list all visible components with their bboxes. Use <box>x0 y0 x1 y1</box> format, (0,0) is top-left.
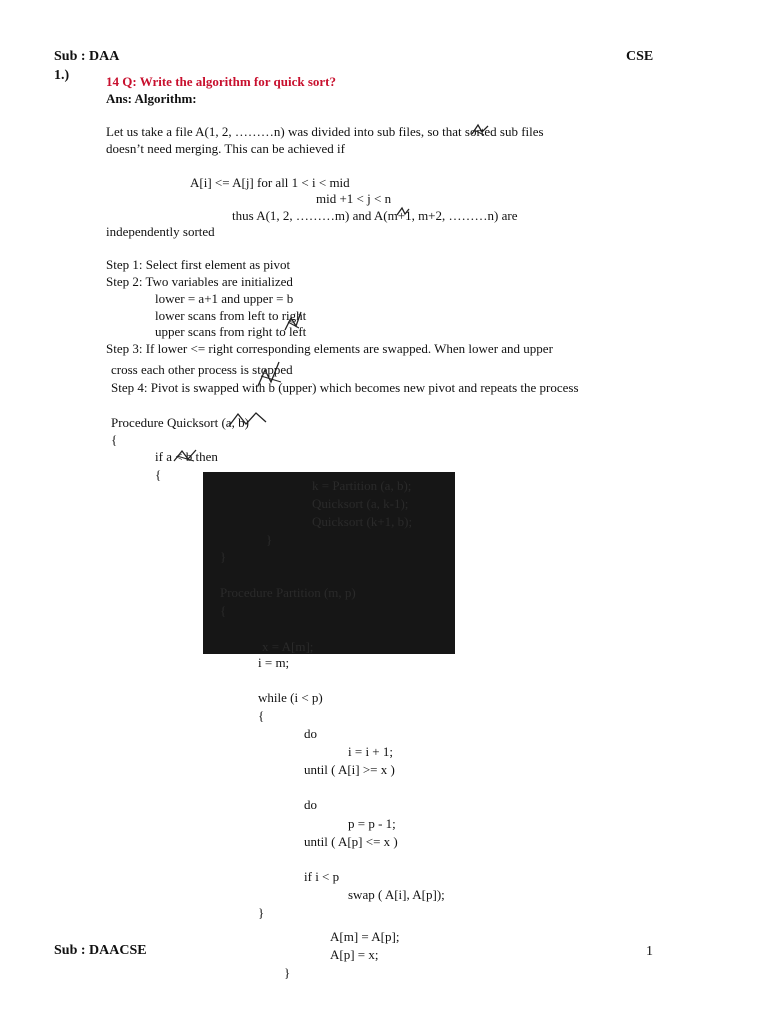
partition-open-brace: { <box>220 603 227 618</box>
step-3-cont: cross each other process is stopped <box>111 362 293 377</box>
step-2-lower-upper: lower = a+1 and upper = b <box>155 291 294 306</box>
step-1: Step 1: Select first element as pivot <box>106 257 291 272</box>
scribble-mark-icon <box>226 410 270 430</box>
step-2: Step 2: Two variables are initialized <box>106 274 293 289</box>
quicksort-inner-brace: { <box>155 467 162 482</box>
intro-line-2: doesn’t need merging. This can be achieved if <box>106 141 345 156</box>
intro-line-1: Let us take a file A(1, 2, ………n) was divided into sub files, so that sorted sub files <box>106 124 544 139</box>
partition-assign-ap: A[p] = x; <box>330 947 379 962</box>
partition-x: x = A[m]; <box>262 639 314 654</box>
partition-while-close: } <box>258 905 265 920</box>
step-3: Step 3: If lower <= right corresponding elements are swapped. When lower and upper <box>106 341 553 356</box>
quicksort-call-2: Quicksort (k+1, b); <box>312 514 413 529</box>
question-number: 1.) <box>54 68 70 83</box>
scribble-mark-icon <box>282 304 304 334</box>
condition-line-1: A[i] <= A[j] for all 1 < i < mid <box>190 175 350 190</box>
question-title: 14 Q: Write the algorithm for quick sort? <box>106 74 337 89</box>
independently-line: independently sorted <box>106 224 215 239</box>
quicksort-call-1: Quicksort (a, k-1); <box>312 496 409 511</box>
step-4: Step 4: Pivot is swapped with b (upper) which becomes new pivot and repeats the process <box>111 380 579 395</box>
partition-if: if i < p <box>304 869 340 884</box>
partition-do-1: do <box>304 726 317 741</box>
subject-header: Sub : DAA <box>54 49 120 64</box>
dept-header: CSE <box>626 49 654 64</box>
partition-call: k = Partition (a, b); <box>312 478 412 493</box>
partition-do-2: do <box>304 797 317 812</box>
partition-swap: swap ( A[i], A[p]); <box>348 887 445 902</box>
partition-i: i = m; <box>258 655 290 670</box>
partition-increment: i = i + 1; <box>348 744 393 759</box>
quicksort-inner-close: } <box>266 532 273 547</box>
scribble-mark-icon <box>255 356 285 390</box>
step-2-upper-scan: upper scans from right to left <box>155 324 307 339</box>
footer-subject: Sub : DAACSE <box>54 943 147 958</box>
thus-line: thus A(1, 2, ………m) and A(m+1, m+2, ………n) are <box>232 208 518 223</box>
quicksort-if: if a < b then <box>155 449 218 464</box>
step-2-lower-scan: lower scans from left to right <box>155 308 307 323</box>
answer-label: Ans: Algorithm: <box>106 91 197 106</box>
scribble-mark-icon <box>172 447 200 465</box>
partition-while: while (i < p) <box>258 690 323 705</box>
condition-line-2: mid +1 < j < n <box>316 191 392 206</box>
quicksort-heading: Procedure Quicksort (a, b) <box>111 415 249 430</box>
partition-while-open: { <box>258 708 265 723</box>
quicksort-open-brace: { <box>111 432 118 447</box>
partition-until-1: until ( A[i] >= x ) <box>304 762 395 777</box>
partition-until-2: until ( A[p] <= x ) <box>304 834 398 849</box>
quicksort-close: } <box>220 549 227 564</box>
partition-close: } <box>284 965 291 980</box>
partition-assign-am: A[m] = A[p]; <box>330 929 400 944</box>
scribble-mark-icon <box>395 205 411 219</box>
partition-heading: Procedure Partition (m, p) <box>220 585 356 600</box>
partition-decrement: p = p - 1; <box>348 816 396 831</box>
page-number: 1 <box>646 944 653 959</box>
scribble-mark-icon <box>470 122 490 138</box>
